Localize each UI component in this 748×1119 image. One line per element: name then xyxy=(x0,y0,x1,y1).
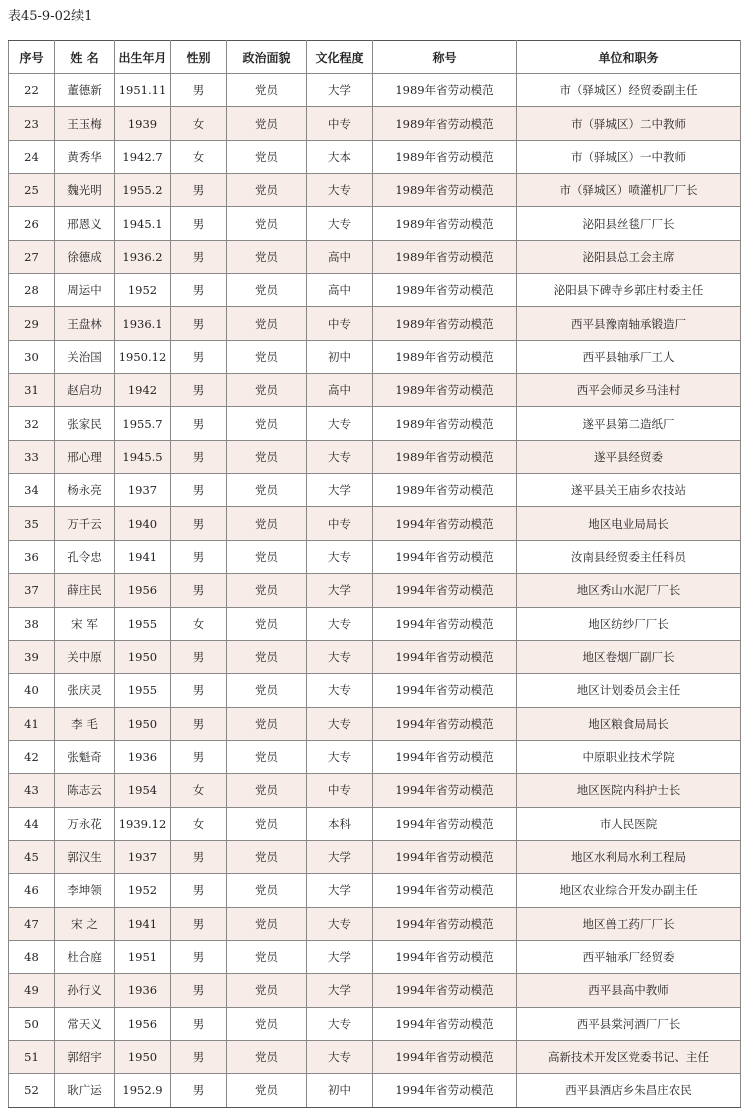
cell-index: 48 xyxy=(9,940,55,973)
cell-political: 党员 xyxy=(227,1007,307,1040)
cell-position: 市（驿城区）喷灌机厂厂长 xyxy=(517,174,741,207)
cell-gender: 男 xyxy=(171,974,227,1007)
cell-birth: 1937 xyxy=(115,840,171,873)
cell-name: 郭绍宇 xyxy=(55,1040,115,1073)
cell-index: 30 xyxy=(9,340,55,373)
cell-position: 西平轴承厂经贸委 xyxy=(517,940,741,973)
cell-political: 党员 xyxy=(227,874,307,907)
cell-birth: 1941 xyxy=(115,907,171,940)
cell-gender: 男 xyxy=(171,707,227,740)
cell-education: 大专 xyxy=(307,907,373,940)
cell-birth: 1952 xyxy=(115,874,171,907)
cell-index: 47 xyxy=(9,907,55,940)
header-gender: 性别 xyxy=(171,41,227,74)
cell-title: 1989年省劳动模范 xyxy=(373,474,517,507)
cell-position: 西平会师灵乡马洼村 xyxy=(517,374,741,407)
cell-name: 魏光明 xyxy=(55,174,115,207)
table-row xyxy=(9,340,741,373)
cell-gender: 男 xyxy=(171,740,227,773)
cell-name: 陈志云 xyxy=(55,774,115,807)
cell-name: 张家民 xyxy=(55,407,115,440)
cell-education: 中专 xyxy=(307,107,373,140)
cell-education: 大学 xyxy=(307,874,373,907)
table-row xyxy=(9,540,741,573)
cell-gender: 男 xyxy=(171,1040,227,1073)
cell-gender: 男 xyxy=(171,274,227,307)
cell-title: 1994年省劳动模范 xyxy=(373,1074,517,1107)
cell-gender: 女 xyxy=(171,140,227,173)
cell-index: 50 xyxy=(9,1007,55,1040)
cell-title: 1994年省劳动模范 xyxy=(373,1040,517,1073)
cell-education: 初中 xyxy=(307,340,373,373)
cell-political: 党员 xyxy=(227,640,307,673)
cell-position: 地区兽工药厂厂长 xyxy=(517,907,741,940)
cell-education: 大学 xyxy=(307,974,373,1007)
cell-title: 1989年省劳动模范 xyxy=(373,140,517,173)
cell-birth: 1956 xyxy=(115,1007,171,1040)
table-row xyxy=(9,674,741,707)
labor-models-table xyxy=(8,40,741,1108)
cell-title: 1994年省劳动模范 xyxy=(373,640,517,673)
cell-birth: 1950 xyxy=(115,707,171,740)
cell-position: 地区卷烟厂副厂长 xyxy=(517,640,741,673)
cell-education: 大专 xyxy=(307,440,373,473)
cell-gender: 男 xyxy=(171,874,227,907)
cell-position: 市（驿城区）经贸委副主任 xyxy=(517,74,741,107)
cell-birth: 1955 xyxy=(115,607,171,640)
cell-index: 24 xyxy=(9,140,55,173)
cell-position: 西平县酒店乡朱昌庄农民 xyxy=(517,1074,741,1107)
cell-political: 党员 xyxy=(227,740,307,773)
cell-birth: 1940 xyxy=(115,507,171,540)
cell-birth: 1941 xyxy=(115,540,171,573)
cell-education: 大本 xyxy=(307,140,373,173)
cell-title: 1989年省劳动模范 xyxy=(373,407,517,440)
cell-title: 1994年省劳动模范 xyxy=(373,740,517,773)
cell-position: 地区秀山水泥厂厂长 xyxy=(517,574,741,607)
table-caption: 表45-9-02续1 xyxy=(8,9,93,24)
cell-index: 42 xyxy=(9,740,55,773)
cell-index: 43 xyxy=(9,774,55,807)
cell-education: 大学 xyxy=(307,574,373,607)
cell-education: 大专 xyxy=(307,640,373,673)
cell-index: 33 xyxy=(9,440,55,473)
cell-birth: 1936.1 xyxy=(115,307,171,340)
cell-political: 党员 xyxy=(227,774,307,807)
cell-birth: 1952 xyxy=(115,274,171,307)
table-row xyxy=(9,374,741,407)
cell-name: 耿广运 xyxy=(55,1074,115,1107)
cell-political: 党员 xyxy=(227,540,307,573)
cell-birth: 1937 xyxy=(115,474,171,507)
table-row xyxy=(9,107,741,140)
cell-position: 地区水利局水利工程局 xyxy=(517,840,741,873)
cell-birth: 1955.7 xyxy=(115,407,171,440)
cell-gender: 男 xyxy=(171,907,227,940)
cell-gender: 男 xyxy=(171,507,227,540)
cell-education: 大学 xyxy=(307,74,373,107)
table-row xyxy=(9,807,741,840)
cell-political: 党员 xyxy=(227,374,307,407)
table-row xyxy=(9,140,741,173)
cell-index: 35 xyxy=(9,507,55,540)
cell-education: 大专 xyxy=(307,174,373,207)
cell-birth: 1939 xyxy=(115,107,171,140)
cell-name: 王盘林 xyxy=(55,307,115,340)
cell-title: 1989年省劳动模范 xyxy=(373,374,517,407)
cell-position: 高新技术开发区党委书记、主任 xyxy=(517,1040,741,1073)
cell-education: 中专 xyxy=(307,507,373,540)
cell-birth: 1950 xyxy=(115,640,171,673)
cell-education: 大专 xyxy=(307,607,373,640)
cell-political: 党员 xyxy=(227,507,307,540)
cell-political: 党员 xyxy=(227,140,307,173)
table-row xyxy=(9,774,741,807)
table-row xyxy=(9,607,741,640)
cell-political: 党员 xyxy=(227,940,307,973)
cell-education: 中专 xyxy=(307,774,373,807)
cell-name: 万永花 xyxy=(55,807,115,840)
cell-title: 1994年省劳动模范 xyxy=(373,507,517,540)
cell-birth: 1952.9 xyxy=(115,1074,171,1107)
cell-political: 党员 xyxy=(227,107,307,140)
cell-political: 党员 xyxy=(227,207,307,240)
cell-position: 地区纺纱厂厂长 xyxy=(517,607,741,640)
cell-index: 52 xyxy=(9,1074,55,1107)
cell-name: 宋 之 xyxy=(55,907,115,940)
cell-index: 28 xyxy=(9,274,55,307)
cell-gender: 男 xyxy=(171,640,227,673)
table-row xyxy=(9,440,741,473)
cell-political: 党员 xyxy=(227,1040,307,1073)
cell-name: 董德新 xyxy=(55,74,115,107)
cell-education: 大专 xyxy=(307,740,373,773)
cell-name: 张魁奇 xyxy=(55,740,115,773)
cell-index: 45 xyxy=(9,840,55,873)
table-row xyxy=(9,507,741,540)
cell-birth: 1936.2 xyxy=(115,240,171,273)
cell-political: 党员 xyxy=(227,907,307,940)
cell-education: 大专 xyxy=(307,407,373,440)
cell-position: 地区电业局局长 xyxy=(517,507,741,540)
cell-title: 1994年省劳动模范 xyxy=(373,1007,517,1040)
cell-gender: 男 xyxy=(171,574,227,607)
cell-index: 31 xyxy=(9,374,55,407)
header-name: 姓 名 xyxy=(55,41,115,74)
cell-gender: 男 xyxy=(171,674,227,707)
cell-gender: 男 xyxy=(171,240,227,273)
cell-name: 关治国 xyxy=(55,340,115,373)
table-row xyxy=(9,1040,741,1073)
cell-political: 党员 xyxy=(227,74,307,107)
cell-index: 49 xyxy=(9,974,55,1007)
header-title: 称号 xyxy=(373,41,517,74)
cell-gender: 女 xyxy=(171,774,227,807)
cell-position: 市人民医院 xyxy=(517,807,741,840)
cell-gender: 男 xyxy=(171,407,227,440)
cell-name: 黄秀华 xyxy=(55,140,115,173)
table-row xyxy=(9,907,741,940)
cell-political: 党员 xyxy=(227,840,307,873)
cell-position: 地区计划委员会主任 xyxy=(517,674,741,707)
cell-index: 32 xyxy=(9,407,55,440)
table-body xyxy=(9,74,741,1108)
cell-political: 党员 xyxy=(227,474,307,507)
cell-name: 常天义 xyxy=(55,1007,115,1040)
cell-title: 1989年省劳动模范 xyxy=(373,440,517,473)
cell-position: 泌阳县丝毯厂厂长 xyxy=(517,207,741,240)
cell-title: 1989年省劳动模范 xyxy=(373,107,517,140)
cell-title: 1994年省劳动模范 xyxy=(373,674,517,707)
cell-education: 大专 xyxy=(307,1040,373,1073)
cell-title: 1994年省劳动模范 xyxy=(373,874,517,907)
cell-political: 党员 xyxy=(227,240,307,273)
cell-title: 1994年省劳动模范 xyxy=(373,574,517,607)
table-row xyxy=(9,974,741,1007)
cell-name: 邢心理 xyxy=(55,440,115,473)
cell-birth: 1942 xyxy=(115,374,171,407)
cell-political: 党员 xyxy=(227,574,307,607)
cell-gender: 男 xyxy=(171,1007,227,1040)
table-row xyxy=(9,1007,741,1040)
cell-political: 党员 xyxy=(227,274,307,307)
header-row xyxy=(9,41,741,74)
cell-education: 大学 xyxy=(307,840,373,873)
table-row xyxy=(9,940,741,973)
cell-position: 中原职业技术学院 xyxy=(517,740,741,773)
cell-name: 徐德成 xyxy=(55,240,115,273)
header-position: 单位和职务 xyxy=(517,41,741,74)
cell-title: 1989年省劳动模范 xyxy=(373,74,517,107)
cell-index: 25 xyxy=(9,174,55,207)
cell-index: 38 xyxy=(9,607,55,640)
cell-position: 地区医院内科护士长 xyxy=(517,774,741,807)
cell-gender: 男 xyxy=(171,1074,227,1107)
cell-education: 本科 xyxy=(307,807,373,840)
cell-title: 1989年省劳动模范 xyxy=(373,340,517,373)
cell-education: 中专 xyxy=(307,307,373,340)
cell-gender: 女 xyxy=(171,807,227,840)
header-education: 文化程度 xyxy=(307,41,373,74)
cell-index: 40 xyxy=(9,674,55,707)
cell-gender: 男 xyxy=(171,207,227,240)
cell-gender: 男 xyxy=(171,474,227,507)
table-row xyxy=(9,874,741,907)
cell-political: 党员 xyxy=(227,407,307,440)
cell-gender: 男 xyxy=(171,940,227,973)
cell-name: 邢恩义 xyxy=(55,207,115,240)
cell-birth: 1945.5 xyxy=(115,440,171,473)
cell-title: 1989年省劳动模范 xyxy=(373,174,517,207)
cell-birth: 1945.1 xyxy=(115,207,171,240)
cell-position: 西平县高中教师 xyxy=(517,974,741,1007)
cell-position: 遂平县第二造纸厂 xyxy=(517,407,741,440)
table-row xyxy=(9,474,741,507)
cell-index: 37 xyxy=(9,574,55,607)
cell-name: 郭汉生 xyxy=(55,840,115,873)
cell-education: 大专 xyxy=(307,674,373,707)
cell-name: 薛庄民 xyxy=(55,574,115,607)
cell-gender: 男 xyxy=(171,840,227,873)
header-birth: 出生年月 xyxy=(115,41,171,74)
cell-title: 1994年省劳动模范 xyxy=(373,807,517,840)
cell-title: 1989年省劳动模范 xyxy=(373,207,517,240)
cell-birth: 1936 xyxy=(115,974,171,1007)
cell-education: 高中 xyxy=(307,274,373,307)
table-row xyxy=(9,174,741,207)
cell-name: 赵启功 xyxy=(55,374,115,407)
cell-position: 市（驿城区）一中教师 xyxy=(517,140,741,173)
cell-title: 1994年省劳动模范 xyxy=(373,840,517,873)
cell-gender: 女 xyxy=(171,107,227,140)
cell-index: 23 xyxy=(9,107,55,140)
cell-title: 1994年省劳动模范 xyxy=(373,540,517,573)
cell-name: 杜合庭 xyxy=(55,940,115,973)
table-row xyxy=(9,74,741,107)
cell-index: 29 xyxy=(9,307,55,340)
cell-name: 王玉梅 xyxy=(55,107,115,140)
cell-position: 地区粮食局局长 xyxy=(517,707,741,740)
cell-position: 遂平县经贸委 xyxy=(517,440,741,473)
table-row xyxy=(9,207,741,240)
cell-gender: 男 xyxy=(171,74,227,107)
cell-education: 大学 xyxy=(307,474,373,507)
cell-political: 党员 xyxy=(227,440,307,473)
cell-position: 西平县豫南轴承锻造厂 xyxy=(517,307,741,340)
cell-education: 初中 xyxy=(307,1074,373,1107)
cell-name: 李坤领 xyxy=(55,874,115,907)
cell-education: 大专 xyxy=(307,1007,373,1040)
cell-title: 1994年省劳动模范 xyxy=(373,940,517,973)
cell-index: 46 xyxy=(9,874,55,907)
cell-education: 大学 xyxy=(307,940,373,973)
header-political: 政治面貌 xyxy=(227,41,307,74)
cell-education: 大专 xyxy=(307,540,373,573)
table-row xyxy=(9,240,741,273)
cell-gender: 男 xyxy=(171,307,227,340)
cell-gender: 男 xyxy=(171,540,227,573)
cell-title: 1994年省劳动模范 xyxy=(373,774,517,807)
table-row xyxy=(9,407,741,440)
cell-title: 1989年省劳动模范 xyxy=(373,240,517,273)
cell-index: 27 xyxy=(9,240,55,273)
cell-index: 41 xyxy=(9,707,55,740)
cell-position: 遂平县关王庙乡农技站 xyxy=(517,474,741,507)
cell-name: 杨永亮 xyxy=(55,474,115,507)
cell-education: 大专 xyxy=(307,707,373,740)
cell-education: 大专 xyxy=(307,207,373,240)
cell-political: 党员 xyxy=(227,607,307,640)
cell-gender: 女 xyxy=(171,607,227,640)
table-row xyxy=(9,840,741,873)
table-row xyxy=(9,707,741,740)
cell-birth: 1956 xyxy=(115,574,171,607)
cell-education: 高中 xyxy=(307,374,373,407)
cell-political: 党员 xyxy=(227,174,307,207)
cell-name: 张庆灵 xyxy=(55,674,115,707)
cell-birth: 1950.12 xyxy=(115,340,171,373)
cell-political: 党员 xyxy=(227,974,307,1007)
cell-position: 泌阳县总工会主席 xyxy=(517,240,741,273)
header-index: 序号 xyxy=(9,41,55,74)
cell-title: 1989年省劳动模范 xyxy=(373,274,517,307)
cell-index: 51 xyxy=(9,1040,55,1073)
cell-position: 西平县棠河酒厂厂长 xyxy=(517,1007,741,1040)
cell-birth: 1955 xyxy=(115,674,171,707)
cell-position: 市（驿城区）二中教师 xyxy=(517,107,741,140)
table-row xyxy=(9,307,741,340)
cell-index: 36 xyxy=(9,540,55,573)
cell-birth: 1951.11 xyxy=(115,74,171,107)
cell-birth: 1942.7 xyxy=(115,140,171,173)
cell-gender: 男 xyxy=(171,340,227,373)
cell-birth: 1954 xyxy=(115,774,171,807)
cell-title: 1994年省劳动模范 xyxy=(373,907,517,940)
cell-political: 党员 xyxy=(227,340,307,373)
cell-birth: 1955.2 xyxy=(115,174,171,207)
cell-gender: 男 xyxy=(171,374,227,407)
cell-index: 39 xyxy=(9,640,55,673)
cell-political: 党员 xyxy=(227,707,307,740)
table-row xyxy=(9,1074,741,1107)
cell-index: 22 xyxy=(9,74,55,107)
table-row xyxy=(9,740,741,773)
cell-political: 党员 xyxy=(227,674,307,707)
cell-name: 孙行义 xyxy=(55,974,115,1007)
cell-index: 34 xyxy=(9,474,55,507)
cell-name: 宋 军 xyxy=(55,607,115,640)
cell-position: 泌阳县下碑寺乡郭庄村委主任 xyxy=(517,274,741,307)
cell-political: 党员 xyxy=(227,807,307,840)
cell-birth: 1936 xyxy=(115,740,171,773)
cell-name: 万千云 xyxy=(55,507,115,540)
cell-index: 26 xyxy=(9,207,55,240)
cell-name: 周运中 xyxy=(55,274,115,307)
cell-birth: 1950 xyxy=(115,1040,171,1073)
cell-name: 李 毛 xyxy=(55,707,115,740)
cell-title: 1994年省劳动模范 xyxy=(373,607,517,640)
cell-birth: 1939.12 xyxy=(115,807,171,840)
cell-birth: 1951 xyxy=(115,940,171,973)
cell-position: 地区农业综合开发办副主任 xyxy=(517,874,741,907)
table-row xyxy=(9,640,741,673)
cell-gender: 男 xyxy=(171,440,227,473)
cell-gender: 男 xyxy=(171,174,227,207)
cell-position: 汝南县经贸委主任科员 xyxy=(517,540,741,573)
cell-title: 1994年省劳动模范 xyxy=(373,707,517,740)
cell-name: 孔令忠 xyxy=(55,540,115,573)
cell-name: 关中原 xyxy=(55,640,115,673)
cell-education: 高中 xyxy=(307,240,373,273)
cell-position: 西平县轴承厂工人 xyxy=(517,340,741,373)
cell-political: 党员 xyxy=(227,1074,307,1107)
cell-political: 党员 xyxy=(227,307,307,340)
cell-title: 1994年省劳动模范 xyxy=(373,974,517,1007)
table-row xyxy=(9,574,741,607)
cell-title: 1989年省劳动模范 xyxy=(373,307,517,340)
cell-index: 44 xyxy=(9,807,55,840)
table-row xyxy=(9,274,741,307)
